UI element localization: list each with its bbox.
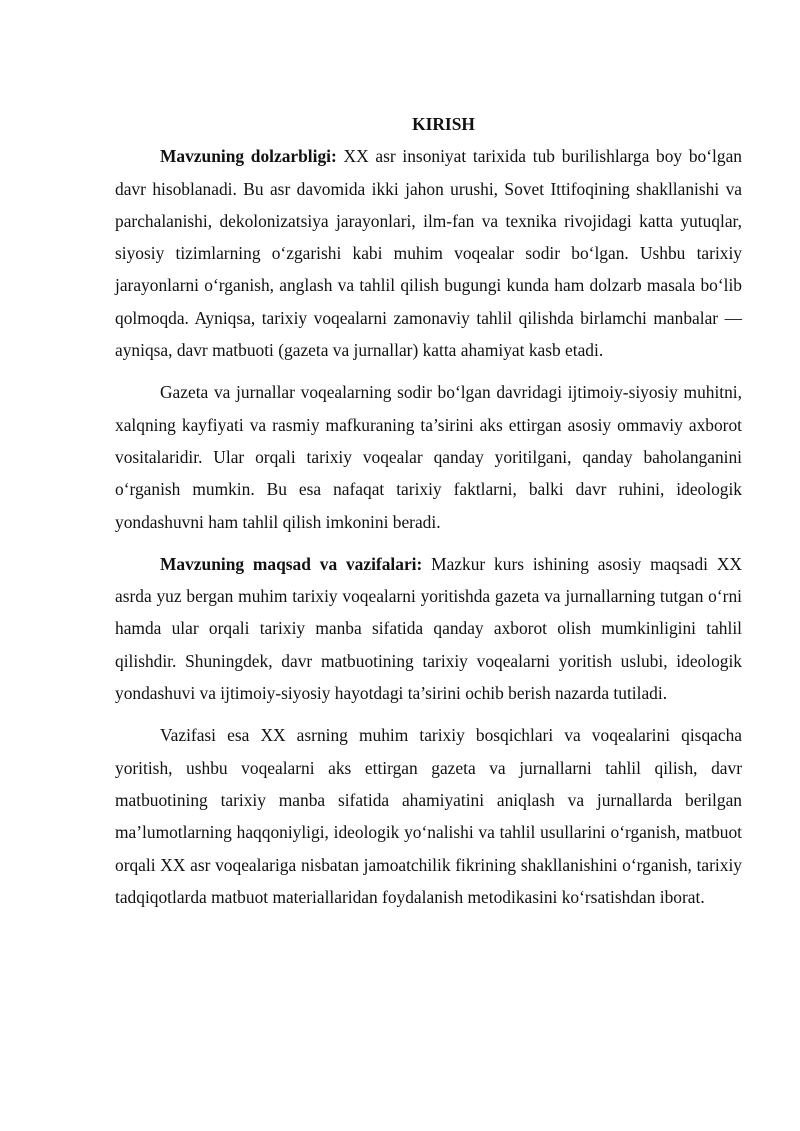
paragraph-tasks bbox=[115, 719, 742, 913]
paragraph-lead: Mavzuning dolzarbligi: bbox=[160, 146, 337, 167]
paragraph-relevance bbox=[115, 140, 742, 366]
paragraph-text: Gazeta va jurnallar voqealarning sodir boʻlgan davridagi ijtimoiy-siyosiy muhitni, xalqning kayfiyati va rasmiy mafkuraning ta’sirini aks ettirgan asosiy ommaviy axborot vositalaridir. Ular orqali tarixiy voqealar qanday yoritilgani, qanday baholanganini oʻrganish mumkin. Bu esa nafaqat tarixiy faktlarni, balki davr ruhini, ideologik yondashuvni ham tahlil qilish imkonini beradi. bbox=[115, 382, 742, 532]
document-body bbox=[115, 108, 742, 913]
paragraph-press-role bbox=[115, 376, 742, 537]
paragraph-goals bbox=[115, 548, 742, 709]
paragraph-text: XX asr insoniyat tarixida tub burilishlarga boy boʻlgan davr hisoblanadi. Bu asr davomida ikki jahon urushi, Sovet Ittifoqining shakllanishi va parchalanishi, dekolonizatsiya jarayonlari, ilm-fan va texnika rivojidagi katta yutuqlar, siyosiy tizimlarning oʻzgarishi kabi muhim voqealar sodir boʻlgan. Ushbu tarixiy jarayonlarni oʻrganish, anglash va tahlil qilish bugungi kunda ham dolzarb masala boʻlib qolmoqda. Ayniqsa, tarixiy voqealarni zamonaviy tahlil qilishda birlamchi manbalar — ayniqsa, davr matbuoti (gazeta va jurnallar) katta ahamiyat kasb etadi. bbox=[115, 146, 742, 361]
paragraph-text: Mazkur kurs ishining asosiy maqsadi XX asrda yuz bergan muhim tarixiy voqealarni yoritishda gazeta va jurnallarning tutgan oʻrni hamda ular orqali tarixiy manba sifatida qanday axborot olish mumkinligini tahlil qilishdir. Shuningdek, davr matbuotining tarixiy voqealarni yoritish uslubi, ideologik yondashuvi va ijtimoiy-siyosiy hayotdagi ta’sirini ochib berish nazarda tutiladi. bbox=[115, 553, 742, 704]
section-title: KIRISH bbox=[412, 114, 475, 134]
paragraph-text: Vazifasi esa XX asrning muhim tarixiy bosqichlari va voqealarini qisqacha yoritish, ushbu voqealarni aks ettirgan gazeta va jurnallarni tahlil qilish, davr matbuotining tarixiy manba sifatida ahamiyatini aniqlash va jurnallarda berilgan ma’lumotlarning haqqoniyligi, ideologik yoʻnalishi va tahlil usullarini oʻrganish, matbuot orqali XX asr voqealariga nisbatan jamoatchilik fikrining shakllanishini oʻrganish, tarixiy tadqiqotlarda matbuot materiallaridan foydalanish metodikasini koʻrsatishdan iborat. bbox=[115, 725, 742, 907]
paragraph-lead: Mavzuning maqsad va vazifalari: bbox=[160, 553, 423, 574]
